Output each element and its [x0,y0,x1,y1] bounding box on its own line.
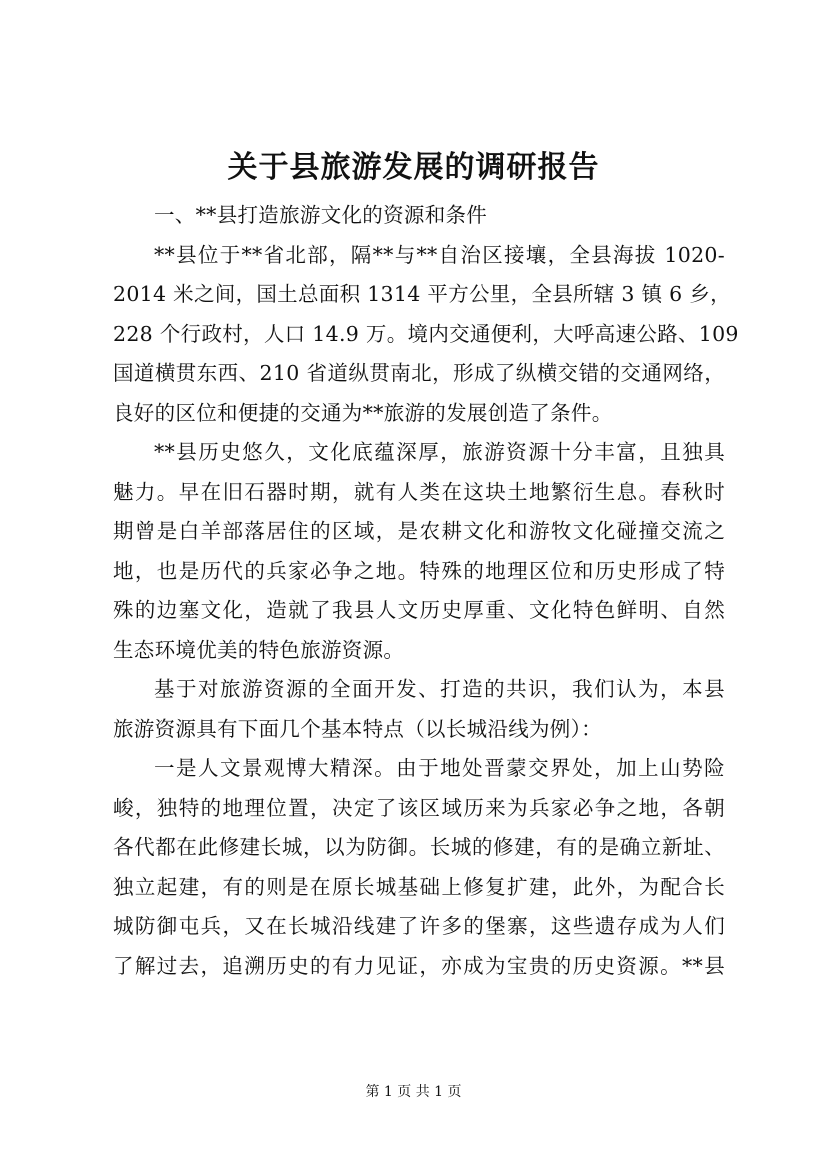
paragraph-line: 地，也是历代的兵家必争之地。特殊的地理区位和历史形成了特 [113,558,725,583]
paragraph-line: 228 个行政村，人口 14.9 万。境内交通便利，大呼高速公路、109 [113,321,739,346]
paragraph [113,749,725,986]
paragraph-line: 城防御屯兵，又在长城沿线建了许多的堡寨，这些遗存成为人们 [113,914,725,938]
paragraph-line: 了解过去，追溯历史的有力见证，亦成为宝贵的历史资源。**县 [113,953,725,978]
paragraph-line: 2014 米之间，国土总面积 1314 平方公里，全县所辖 3 镇 6 乡， [113,282,731,306]
paragraph-line: 期曾是白羊部落居住的区域，是农耕文化和游牧文化碰撞交流之 [113,519,725,543]
paragraph-line: **县位于**省北部，隔**与**自治区接壤，全县海拔 1020- [154,242,725,267]
paragraph-line: 生态环境优美的特色旅游资源。 [113,637,405,662]
paragraph-line: 各代都在此修建长城，以为防御。长城的修建，有的是确立新址、 [113,835,725,859]
paragraph-line: 殊的边塞文化，造就了我县人文历史厚重、文化特色鲜明、自然 [113,598,725,622]
document-body [113,196,739,986]
paragraph-line: 魅力。早在旧石器时期，就有人类在这块土地繁衍生息。春秋时 [113,479,725,504]
paragraph [113,670,725,749]
paragraph-line: 良好的区位和便捷的交通为**旅游的发展创造了条件。 [113,400,613,425]
page-number-footer: 第 1 页 共 1 页 [365,1084,462,1100]
section-heading: 一、**县打造旅游文化的资源和条件 [154,203,488,227]
paragraph-line: **县历史悠久，文化底蕴深厚，旅游资源十分丰富，且独具 [154,440,725,464]
paragraph-line: 旅游资源具有下面几个基本特点（以长城沿线为例）： [113,716,602,741]
paragraph-line: 国道横贯东西、210 省道纵贯南北，形成了纵横交错的交通网络， [113,361,725,385]
paragraph [113,236,739,434]
paragraph-line: 独立起建，有的则是在原长城基础上修复扩建，此外，为配合长 [113,874,725,899]
paragraph-line: 一是人文景观博大精深。由于地处晋蒙交界处，加上山势险 [154,756,725,780]
paragraph [113,433,725,670]
paragraph-line: 基于对旅游资源的全面开发、打造的共识，我们认为，本县 [154,677,725,701]
document-title: 关于县旅游发展的调研报告 [227,150,600,185]
paragraph-line: 峻，独特的地理位置，决定了该区域历来为兵家必争之地，各朝 [113,795,725,820]
